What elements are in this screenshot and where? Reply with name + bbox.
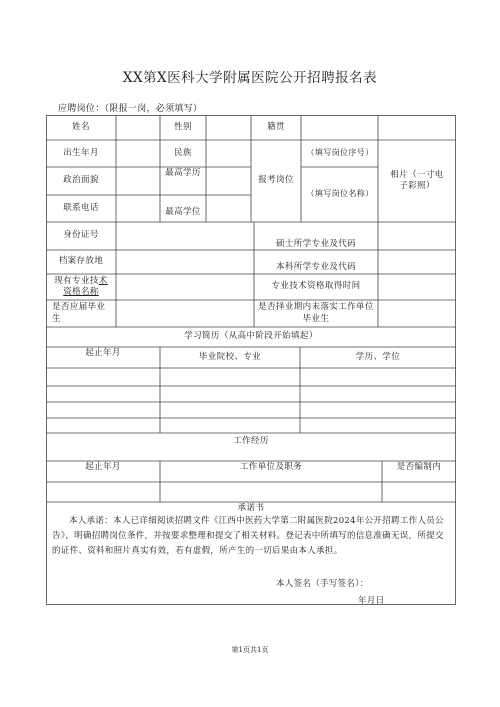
study-degree-header: 学历、学位 bbox=[355, 351, 401, 362]
name-label: 姓名 bbox=[72, 121, 90, 132]
photo-placeholder: 相片（一寸电子彩照） bbox=[390, 169, 444, 191]
work-staff-header: 是否编制内 bbox=[396, 462, 442, 473]
study-school-header: 毕业院校、专业 bbox=[198, 351, 262, 362]
page-number: 第1页共1页 bbox=[231, 646, 269, 654]
applied-post-label: 应聘岗位：（限报一岗，必须填写） bbox=[58, 104, 203, 114]
id-number-label: 身份证号 bbox=[63, 230, 99, 241]
post-code-hint: （填写岗位序号） bbox=[306, 148, 374, 158]
pledge-text: 本人承诺：本人已详细阅读招聘文件《江西中医药大学第二附属医院2024年公开招聘工作人员公告》，明确招聘岗位条件，并按要求整理和提交了相关材料。登记表中所填写的信息准确无误，所提交的证件、资料和照片真实有效，若有虚假，所产生的一切后果由本人承担。 bbox=[52, 516, 444, 556]
highest-education-label: 最高学历 bbox=[165, 168, 201, 179]
study-history-header: 学习简历（从高中阶段开始填起） bbox=[184, 331, 318, 342]
unemployed-graduate-label: 是否择业期内未落实工作单位毕业生 bbox=[258, 302, 374, 324]
registration-form bbox=[46, 115, 456, 605]
pledge-header: 承诺书 bbox=[237, 502, 265, 513]
gender-label: 性别 bbox=[174, 121, 192, 132]
work-history-header: 工作经历 bbox=[233, 436, 269, 447]
fresh-graduate-label: 是否应届毕业生 bbox=[52, 302, 106, 324]
highest-degree-label: 最高学位 bbox=[165, 207, 201, 218]
ethnicity-label: 民族 bbox=[174, 147, 192, 158]
signature-date: 年月日 bbox=[358, 596, 385, 606]
form-title: XX第X医科大学附属医院公开招聘报名表 bbox=[122, 70, 378, 86]
political-status-label: 政治面貌 bbox=[63, 175, 99, 186]
master-major-label: 硕士所学专业及代码 bbox=[275, 239, 357, 250]
archive-location-label: 档案存放地 bbox=[58, 256, 104, 267]
birth-date-label: 出生年月 bbox=[63, 147, 99, 158]
current-title-label: 现有专业技术 资格名称 bbox=[54, 275, 108, 297]
signature-label: 本人签名（手写签名）： bbox=[276, 579, 369, 589]
native-place-label: 籍贯 bbox=[267, 121, 285, 132]
post-name-hint: （填写岗位名称） bbox=[306, 189, 374, 199]
work-period-header: 起止年月 bbox=[85, 462, 121, 473]
phone-label: 联系电话 bbox=[63, 202, 99, 213]
title-obtained-time-label: 专业技术资格取得时间 bbox=[271, 281, 361, 292]
bachelor-major-label: 本科所学专业及代码 bbox=[275, 262, 357, 273]
study-period-header: 起止年月 bbox=[85, 348, 121, 359]
applied-post-cell-label: 报考岗位 bbox=[258, 175, 294, 186]
work-unit-header: 工作单位及职务 bbox=[239, 462, 303, 473]
